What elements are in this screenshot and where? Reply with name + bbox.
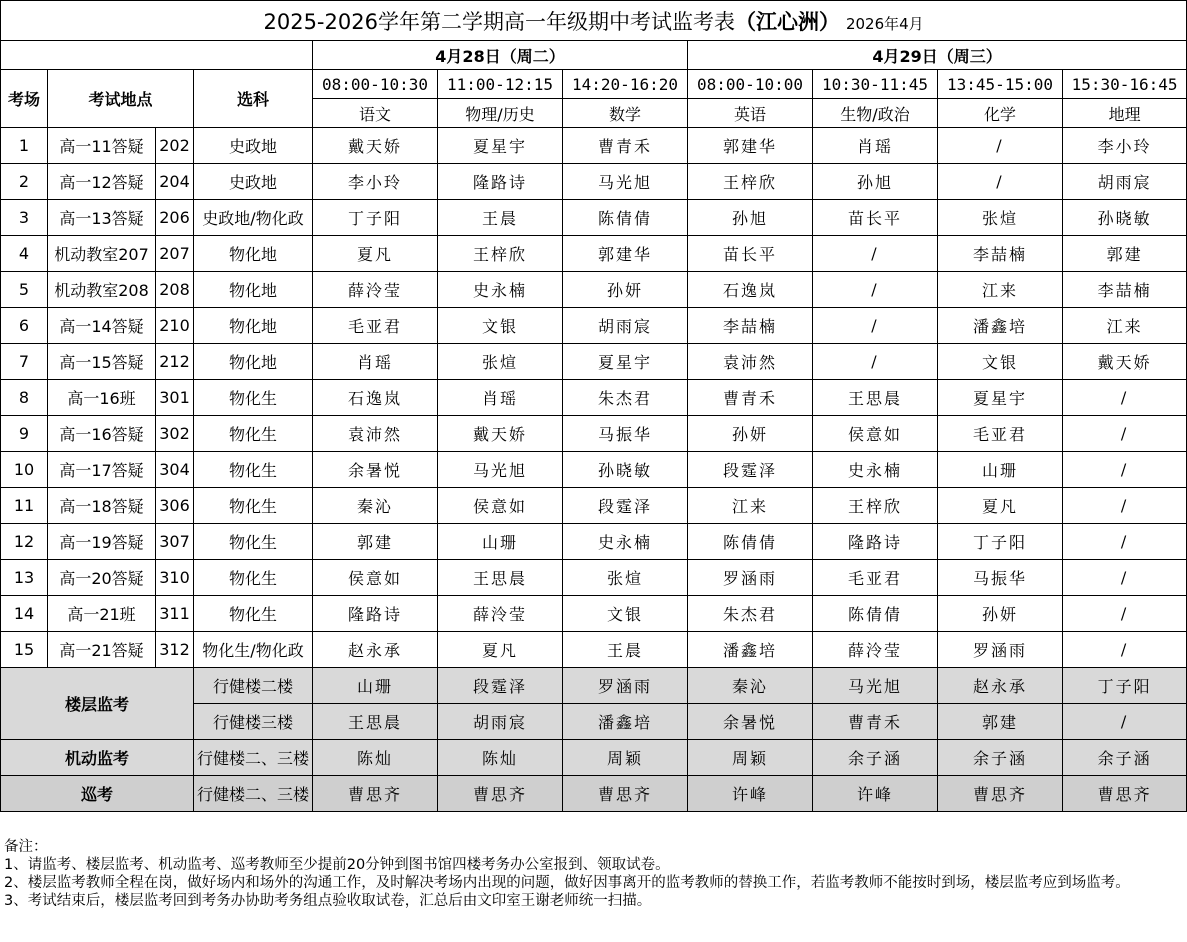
table-row [1,308,1187,344]
slot-subject: 地理 [1063,99,1187,128]
proctor-name: 陈倩倩 [813,596,938,632]
table-row [1,272,1187,308]
proctor-name: 潘鑫培 [938,308,1063,344]
subject-choice: 物化生 [194,452,313,488]
day-header: 4月28日（周二） [313,41,688,70]
proctor-name: 毛亚君 [313,308,438,344]
proctor-name: / [813,236,938,272]
room-location: 高一12答疑 [48,164,156,200]
proctor-name: 山珊 [438,524,563,560]
subject-choice: 物化生 [194,416,313,452]
subject-choice: 物化生 [194,524,313,560]
subject-choice: 物化生/物化政 [194,632,313,668]
proctor-name: 赵永承 [313,632,438,668]
proctor-name: 余子涵 [1063,740,1187,776]
proctor-name: 薛泠莹 [313,272,438,308]
proctor-name: 薛泠莹 [438,596,563,632]
floor-monitor-label: 楼层监考 [1,668,194,740]
patrol-label: 巡考 [1,776,194,812]
proctor-name: 周颖 [688,740,813,776]
proctor-name: 袁沛然 [688,344,813,380]
room-code: 302 [156,416,194,452]
proctor-name: 曹思齐 [313,776,438,812]
slot-time: 15:30-16:45 [1063,70,1187,99]
proctor-name: / [1063,452,1187,488]
proctor-name: 段霆泽 [438,668,563,704]
table-row [1,200,1187,236]
proctor-name: 山珊 [313,668,438,704]
header-blank [1,41,313,70]
proctor-name: / [813,272,938,308]
proctor-name: / [1063,380,1187,416]
slot-subject: 数学 [563,99,688,128]
slot-subject: 英语 [688,99,813,128]
proctor-name: 王思晨 [438,560,563,596]
proctor-name: 陈灿 [438,740,563,776]
proctor-name: 郭建华 [563,236,688,272]
mobile-monitor-label: 机动监考 [1,740,194,776]
proctor-name: 秦沁 [313,488,438,524]
room-code: 312 [156,632,194,668]
room-location: 高一14答疑 [48,308,156,344]
proctor-name: 肖瑶 [313,344,438,380]
proctor-name: 孙旭 [813,164,938,200]
room-number: 13 [1,560,48,596]
slot-subject: 语文 [313,99,438,128]
proctor-name: 曹青禾 [813,704,938,740]
subject-choice: 物化生 [194,560,313,596]
proctor-name: 史永楠 [563,524,688,560]
table-row [1,236,1187,272]
proctor-name: 戴天娇 [438,416,563,452]
room-code: 304 [156,452,194,488]
proctor-name: / [1063,488,1187,524]
room-location: 机动教室207 [48,236,156,272]
proctor-name: 郭建 [1063,236,1187,272]
subject-choice: 物化地 [194,344,313,380]
table-row [1,488,1187,524]
proctor-name: 朱杰君 [563,380,688,416]
room-number: 3 [1,200,48,236]
room-number: 5 [1,272,48,308]
note-item: 3、考试结束后，楼层监考回到考务办协助考务组点验收取试卷，汇总后由文印室王谢老师统一扫描。 [4,893,652,909]
proctor-name: 李喆楠 [1063,272,1187,308]
proctor-name: 丁子阳 [1063,668,1187,704]
proctor-name: 石逸岚 [688,272,813,308]
room-location: 高一17答疑 [48,452,156,488]
proctor-name: 文银 [438,308,563,344]
table-row [1,524,1187,560]
room-number: 7 [1,344,48,380]
room-number: 6 [1,308,48,344]
slot-subject: 化学 [938,99,1063,128]
proctor-name: 秦沁 [688,668,813,704]
proctor-name: / [938,128,1063,164]
proctor-name: 夏凡 [438,632,563,668]
proctor-name: 江来 [1063,308,1187,344]
proctor-name: 王梓欣 [438,236,563,272]
proctor-name: 曹思齐 [1063,776,1187,812]
proctor-name: 王晨 [438,200,563,236]
proctor-name: 孙晓敏 [563,452,688,488]
proctor-name: 李喆楠 [938,236,1063,272]
table-row [1,560,1187,596]
room-code: 311 [156,596,194,632]
proctor-name: 余子涵 [813,740,938,776]
proctor-name: 丁子阳 [938,524,1063,560]
proctor-name: 江来 [688,488,813,524]
proctor-name: 马光旭 [563,164,688,200]
proctor-name: 许峰 [813,776,938,812]
proctor-name: 潘鑫培 [563,704,688,740]
proctor-name: 胡雨宸 [438,704,563,740]
proctor-name: 陈倩倩 [563,200,688,236]
room-code: 210 [156,308,194,344]
table-row [1,128,1187,164]
subject-choice: 物化生 [194,380,313,416]
room-code: 301 [156,380,194,416]
room-code: 212 [156,344,194,380]
proctor-name: 陈倩倩 [688,524,813,560]
room-location: 高一16班 [48,380,156,416]
floor-location: 行健楼三楼 [194,704,313,740]
room-number: 2 [1,164,48,200]
slot-subject: 生物/政治 [813,99,938,128]
proctor-name: 段霆泽 [688,452,813,488]
notes [4,838,1182,910]
proctor-name: 孙妍 [563,272,688,308]
table-row [1,344,1187,380]
room-location: 高一11答疑 [48,128,156,164]
proctor-name: 曹青禾 [688,380,813,416]
proctor-name: 余子涵 [938,740,1063,776]
table-row [1,416,1187,452]
proctor-name: / [1063,704,1187,740]
room-number: 8 [1,380,48,416]
proctor-name: 郭建 [938,704,1063,740]
proctor-name: 马光旭 [438,452,563,488]
proctor-name: 文银 [938,344,1063,380]
proctor-name: 陈灿 [313,740,438,776]
proctor-name: 史永楠 [438,272,563,308]
proctor-name: 张煊 [563,560,688,596]
notes-heading: 备注： [4,839,48,855]
proctor-name: 张煊 [438,344,563,380]
subject-choice: 物化地 [194,236,313,272]
proctor-name: 孙妍 [688,416,813,452]
proctor-name: 罗涵雨 [688,560,813,596]
proctor-name: 隆路诗 [813,524,938,560]
room-number: 11 [1,488,48,524]
proctor-name: 王思晨 [313,704,438,740]
table-row [1,452,1187,488]
proctor-name: 曹思齐 [938,776,1063,812]
room-number: 4 [1,236,48,272]
table-row [1,164,1187,200]
proctor-name: 朱杰君 [688,596,813,632]
proctor-name: 王梓欣 [688,164,813,200]
room-number: 10 [1,452,48,488]
slot-time: 10:30-11:45 [813,70,938,99]
proctor-name: 山珊 [938,452,1063,488]
proctor-name: 夏凡 [938,488,1063,524]
proctor-name: 马振华 [938,560,1063,596]
subject-choice: 史政地/物化政 [194,200,313,236]
room-number: 12 [1,524,48,560]
proctor-name: 戴天娇 [1063,344,1187,380]
proctor-name: 江来 [938,272,1063,308]
title-main: 2025-2026学年第二学期高一年级期中考试监考表（江心洲） [263,9,840,34]
proctor-name: / [938,164,1063,200]
proctor-name: 毛亚君 [813,560,938,596]
proctor-name: 苗长平 [813,200,938,236]
proctor-name: 肖瑶 [438,380,563,416]
room-code: 206 [156,200,194,236]
proctor-name: 孙旭 [688,200,813,236]
floor-monitor-row [1,668,1187,704]
subject-choice-header: 选科 [194,70,313,128]
room-code: 310 [156,560,194,596]
proctor-name: 夏凡 [313,236,438,272]
room-number-header: 考场 [1,70,48,128]
proctor-name: 夏星宇 [938,380,1063,416]
proctor-name: 许峰 [688,776,813,812]
proctor-name: 薛泠莹 [813,632,938,668]
patrol-row [1,776,1187,812]
subject-choice: 史政地 [194,128,313,164]
mobile-monitor-row [1,740,1187,776]
proctor-name: 郭建 [313,524,438,560]
room-location: 高一21答疑 [48,632,156,668]
proctor-name: 潘鑫培 [688,632,813,668]
proctor-name: 李小玲 [313,164,438,200]
proctor-name: 王梓欣 [813,488,938,524]
proctor-name: 曹青禾 [563,128,688,164]
subject-choice: 物化地 [194,308,313,344]
proctor-name: 郭建华 [688,128,813,164]
proctor-name: 隆路诗 [438,164,563,200]
proctor-name: 袁沛然 [313,416,438,452]
proctor-name: 李小玲 [1063,128,1187,164]
proctor-name: / [1063,524,1187,560]
room-code: 208 [156,272,194,308]
table-title [1,1,1187,41]
room-number: 15 [1,632,48,668]
room-number: 14 [1,596,48,632]
proctor-name: 段霆泽 [563,488,688,524]
patrol-location: 行健楼二、三楼 [194,776,313,812]
proctor-name: / [1063,560,1187,596]
proctor-name: 张煊 [938,200,1063,236]
note-item: 1、请监考、楼层监考、机动监考、巡考教师至少提前20分钟到图书馆四楼考务办公室报到、领取试卷。 [4,857,670,873]
proctor-name: 马光旭 [813,668,938,704]
room-code: 202 [156,128,194,164]
room-location: 高一20答疑 [48,560,156,596]
proctor-name: 余暑悦 [313,452,438,488]
proctor-name: / [1063,632,1187,668]
subject-choice: 史政地 [194,164,313,200]
slot-time: 14:20-16:20 [563,70,688,99]
proctor-name: 侯意如 [438,488,563,524]
proctor-name: 孙晓敏 [1063,200,1187,236]
proctor-name: 文银 [563,596,688,632]
proctor-name: 侯意如 [813,416,938,452]
proctor-name: / [813,344,938,380]
room-number: 1 [1,128,48,164]
proctor-name: 胡雨宸 [1063,164,1187,200]
table-row [1,596,1187,632]
table-row [1,632,1187,668]
slot-time: 11:00-12:15 [438,70,563,99]
proctor-name: 马振华 [563,416,688,452]
room-location: 高一18答疑 [48,488,156,524]
proctor-name: / [1063,596,1187,632]
proctor-name: 孙妍 [938,596,1063,632]
room-location: 高一15答疑 [48,344,156,380]
table-row [1,380,1187,416]
proctor-name: 赵永承 [938,668,1063,704]
proctor-name: 曹思齐 [438,776,563,812]
room-number: 9 [1,416,48,452]
title-date: 2026年4月 [845,14,924,33]
proctor-name: / [813,308,938,344]
proctor-name: 石逸岚 [313,380,438,416]
room-location: 高一21班 [48,596,156,632]
room-location: 高一13答疑 [48,200,156,236]
proctor-name: 侯意如 [313,560,438,596]
proctor-name: 戴天娇 [313,128,438,164]
room-code: 307 [156,524,194,560]
proctor-name: 罗涵雨 [938,632,1063,668]
floor-location: 行健楼二楼 [194,668,313,704]
proctor-name: 罗涵雨 [563,668,688,704]
proctor-name: 夏星宇 [438,128,563,164]
room-location: 高一16答疑 [48,416,156,452]
proctor-name: 肖瑶 [813,128,938,164]
slot-time: 13:45-15:00 [938,70,1063,99]
proctor-name: 夏星宇 [563,344,688,380]
proctor-name: / [1063,416,1187,452]
note-item: 2、楼层监考教师全程在岗，做好场内和场外的沟通工作，及时解决考场内出现的问题，做好因事离开的监考教师的替换工作，若监考教师不能按时到场，楼层监考应到场监考。 [4,875,1130,891]
subject-choice: 物化生 [194,488,313,524]
location-header: 考试地点 [48,70,194,128]
proctor-name: 王晨 [563,632,688,668]
proctor-name: 毛亚君 [938,416,1063,452]
day-header: 4月29日（周三） [688,41,1187,70]
proctor-name: 史永楠 [813,452,938,488]
proctor-name: 李喆楠 [688,308,813,344]
subject-choice: 物化生 [194,596,313,632]
slot-time: 08:00-10:00 [688,70,813,99]
proctor-name: 隆路诗 [313,596,438,632]
proctor-name: 胡雨宸 [563,308,688,344]
slot-time: 08:00-10:30 [313,70,438,99]
room-code: 207 [156,236,194,272]
proctor-name: 丁子阳 [313,200,438,236]
proctor-name: 曹思齐 [563,776,688,812]
proctor-name: 苗长平 [688,236,813,272]
slot-subject: 物理/历史 [438,99,563,128]
room-location: 机动教室208 [48,272,156,308]
mobile-monitor-location: 行健楼二、三楼 [194,740,313,776]
room-code: 306 [156,488,194,524]
room-location: 高一19答疑 [48,524,156,560]
subject-choice: 物化地 [194,272,313,308]
proctor-name: 王思晨 [813,380,938,416]
proctor-name: 余暑悦 [688,704,813,740]
proctor-name: 周颖 [563,740,688,776]
room-code: 204 [156,164,194,200]
